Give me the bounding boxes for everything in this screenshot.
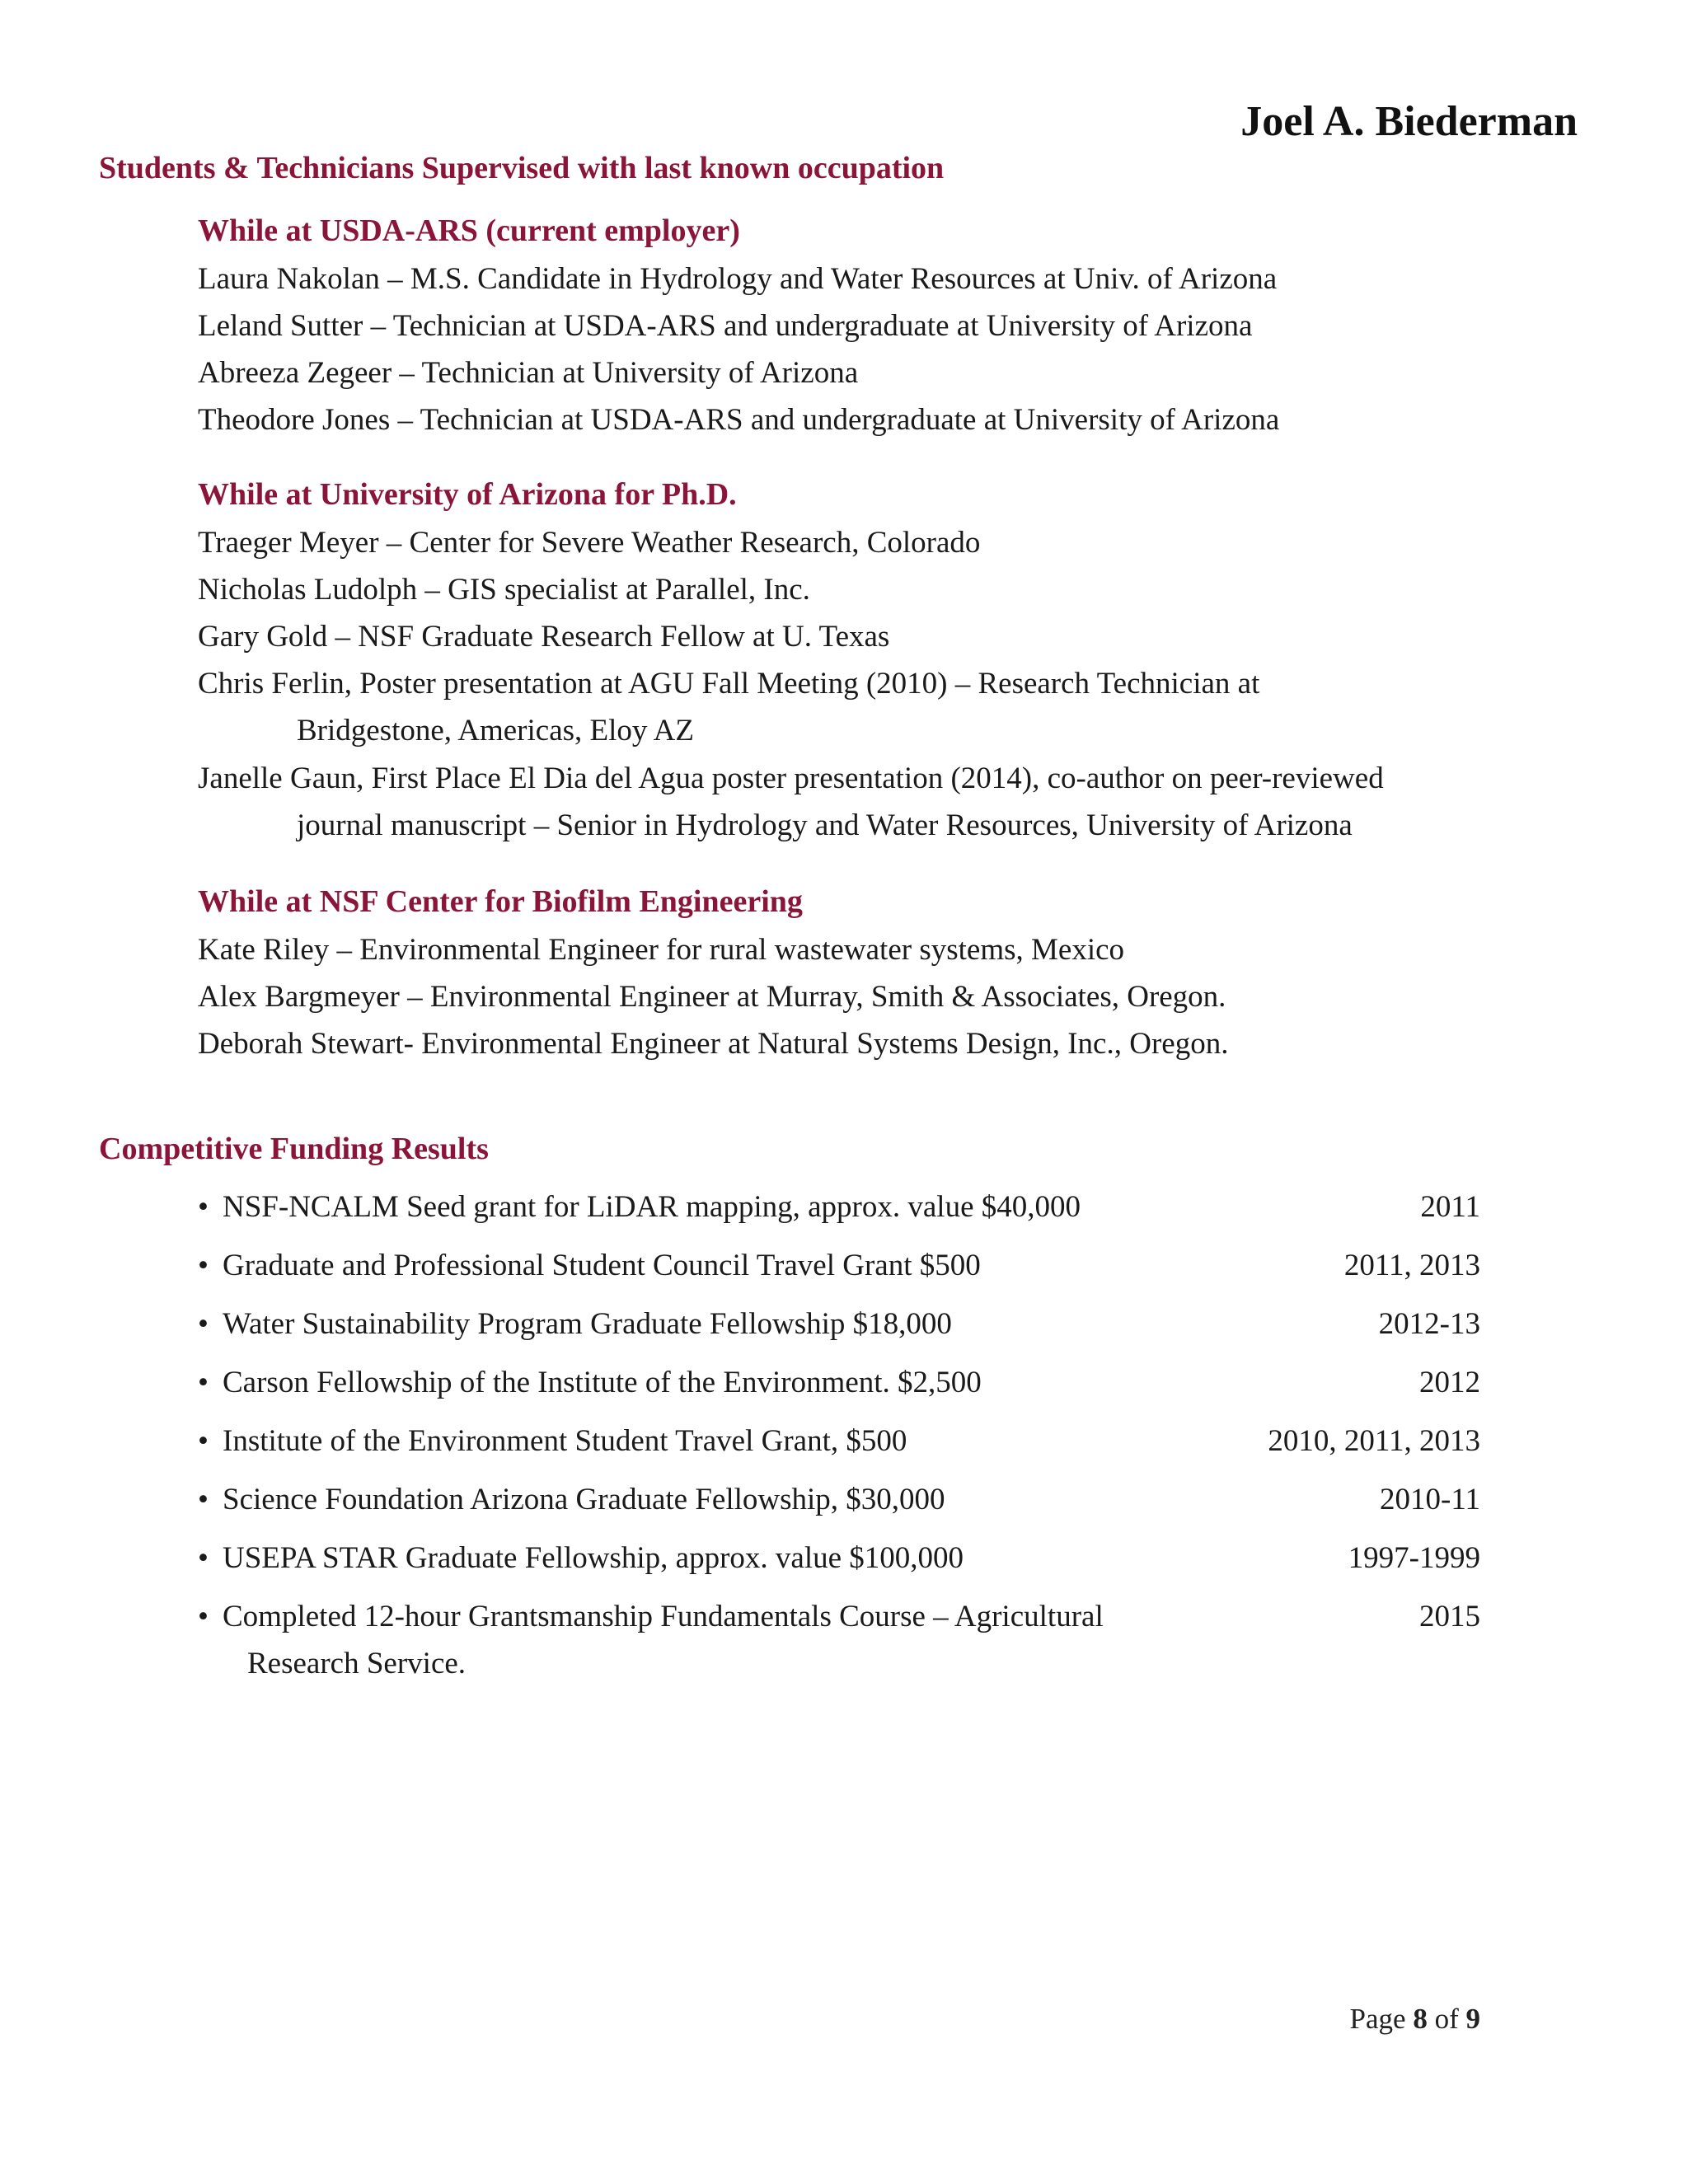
- list-item: Nicholas Ludolph – GIS specialist at Parallel, Inc.: [198, 573, 810, 607]
- bullet: •: [198, 1600, 209, 1633]
- bullet: •: [198, 1424, 209, 1458]
- page-word: Page: [1349, 2003, 1406, 2035]
- bullet: •: [198, 1541, 209, 1575]
- page-number: [1350, 2003, 1480, 2036]
- of-word: of: [1434, 2003, 1459, 2035]
- author-name: Joel A. Biederman: [1240, 98, 1578, 145]
- students-section-title: Students & Technicians Supervised with last known occupation: [99, 151, 945, 185]
- total-pages: 9: [1465, 2003, 1480, 2035]
- funding-description-continuation: Research Service.: [247, 1647, 467, 1680]
- entry-line: Chris Ferlin, Poster presentation at AGU Fall Meeting (2010) – Research Technician at: [198, 667, 1260, 701]
- funding-year: 2010, 2011, 2013: [1268, 1424, 1480, 1458]
- funding-description: Science Foundation Arizona Graduate Fellowship, $30,000: [223, 1483, 945, 1516]
- list-item: Kate Riley – Environmental Engineer for rural wastewater systems, Mexico: [198, 933, 1125, 967]
- entry-continuation: journal manuscript – Senior in Hydrology and Water Resources, University of Arizona: [297, 808, 1353, 842]
- bullet: •: [198, 1366, 209, 1399]
- list-item: Laura Nakolan – M.S. Candidate in Hydrology and Water Resources at Univ. of Arizona: [198, 262, 1278, 296]
- funding-year: 2011: [1420, 1190, 1480, 1224]
- list-item: Deborah Stewart- Environmental Engineer at Natural Systems Design, Inc., Oregon.: [198, 1027, 1229, 1061]
- list-item: [198, 660, 1259, 754]
- funding-description: NSF-NCALM Seed grant for LiDAR mapping, approx. value $40,000: [223, 1190, 1081, 1224]
- bullet: •: [198, 1249, 209, 1282]
- funding-description: [223, 1593, 1104, 1687]
- bullet: •: [198, 1190, 209, 1224]
- group-univ-arizona-heading: While at University of Arizona for Ph.D.: [198, 477, 737, 512]
- funding-description: USEPA STAR Graduate Fellowship, approx. value $100,000: [223, 1541, 964, 1575]
- entry-line: Janelle Gaun, First Place El Dia del Agua poster presentation (2014), co-author on peer-reviewed: [198, 762, 1384, 795]
- funding-year: 1997-1999: [1348, 1541, 1480, 1575]
- funding-section-title: Competitive Funding Results: [99, 1132, 489, 1166]
- list-item: Alex Bargmeyer – Environmental Engineer at Murray, Smith & Associates, Oregon.: [198, 980, 1226, 1014]
- funding-description: Institute of the Environment Student Travel Grant, $500: [223, 1424, 907, 1458]
- bullet: •: [198, 1483, 209, 1516]
- funding-year: 2015: [1419, 1600, 1480, 1633]
- entry-continuation: Bridgestone, Americas, Eloy AZ: [297, 714, 694, 748]
- funding-description: Water Sustainability Program Graduate Fellowship $18,000: [223, 1307, 952, 1341]
- bullet: •: [198, 1307, 209, 1341]
- group-usda-ars-heading: While at USDA-ARS (current employer): [198, 213, 740, 248]
- list-item: Traeger Meyer – Center for Severe Weather Research, Colorado: [198, 526, 981, 560]
- list-item: Theodore Jones – Technician at USDA-ARS and undergraduate at University of Arizona: [198, 403, 1280, 437]
- funding-year: 2012: [1419, 1366, 1480, 1399]
- funding-year: 2011, 2013: [1343, 1249, 1480, 1282]
- list-item: [198, 755, 1384, 849]
- funding-description-line: Completed 12-hour Grantsmanship Fundamentals Course – Agricultural: [223, 1600, 1104, 1633]
- funding-description: Carson Fellowship of the Institute of the Environment. $2,500: [223, 1366, 982, 1399]
- funding-year: 2012-13: [1378, 1307, 1480, 1341]
- list-item: Gary Gold – NSF Graduate Research Fellow at U. Texas: [198, 620, 890, 654]
- funding-description: Graduate and Professional Student Council Travel Grant $500: [223, 1249, 981, 1282]
- current-page: 8: [1413, 2003, 1428, 2035]
- list-item: Abreeza Zegeer – Technician at University of Arizona: [198, 356, 859, 390]
- funding-year: 2010-11: [1380, 1483, 1480, 1516]
- group-nsf-biofilm-heading: While at NSF Center for Biofilm Engineering: [198, 884, 803, 919]
- list-item: Leland Sutter – Technician at USDA-ARS and undergraduate at University of Arizona: [198, 309, 1253, 343]
